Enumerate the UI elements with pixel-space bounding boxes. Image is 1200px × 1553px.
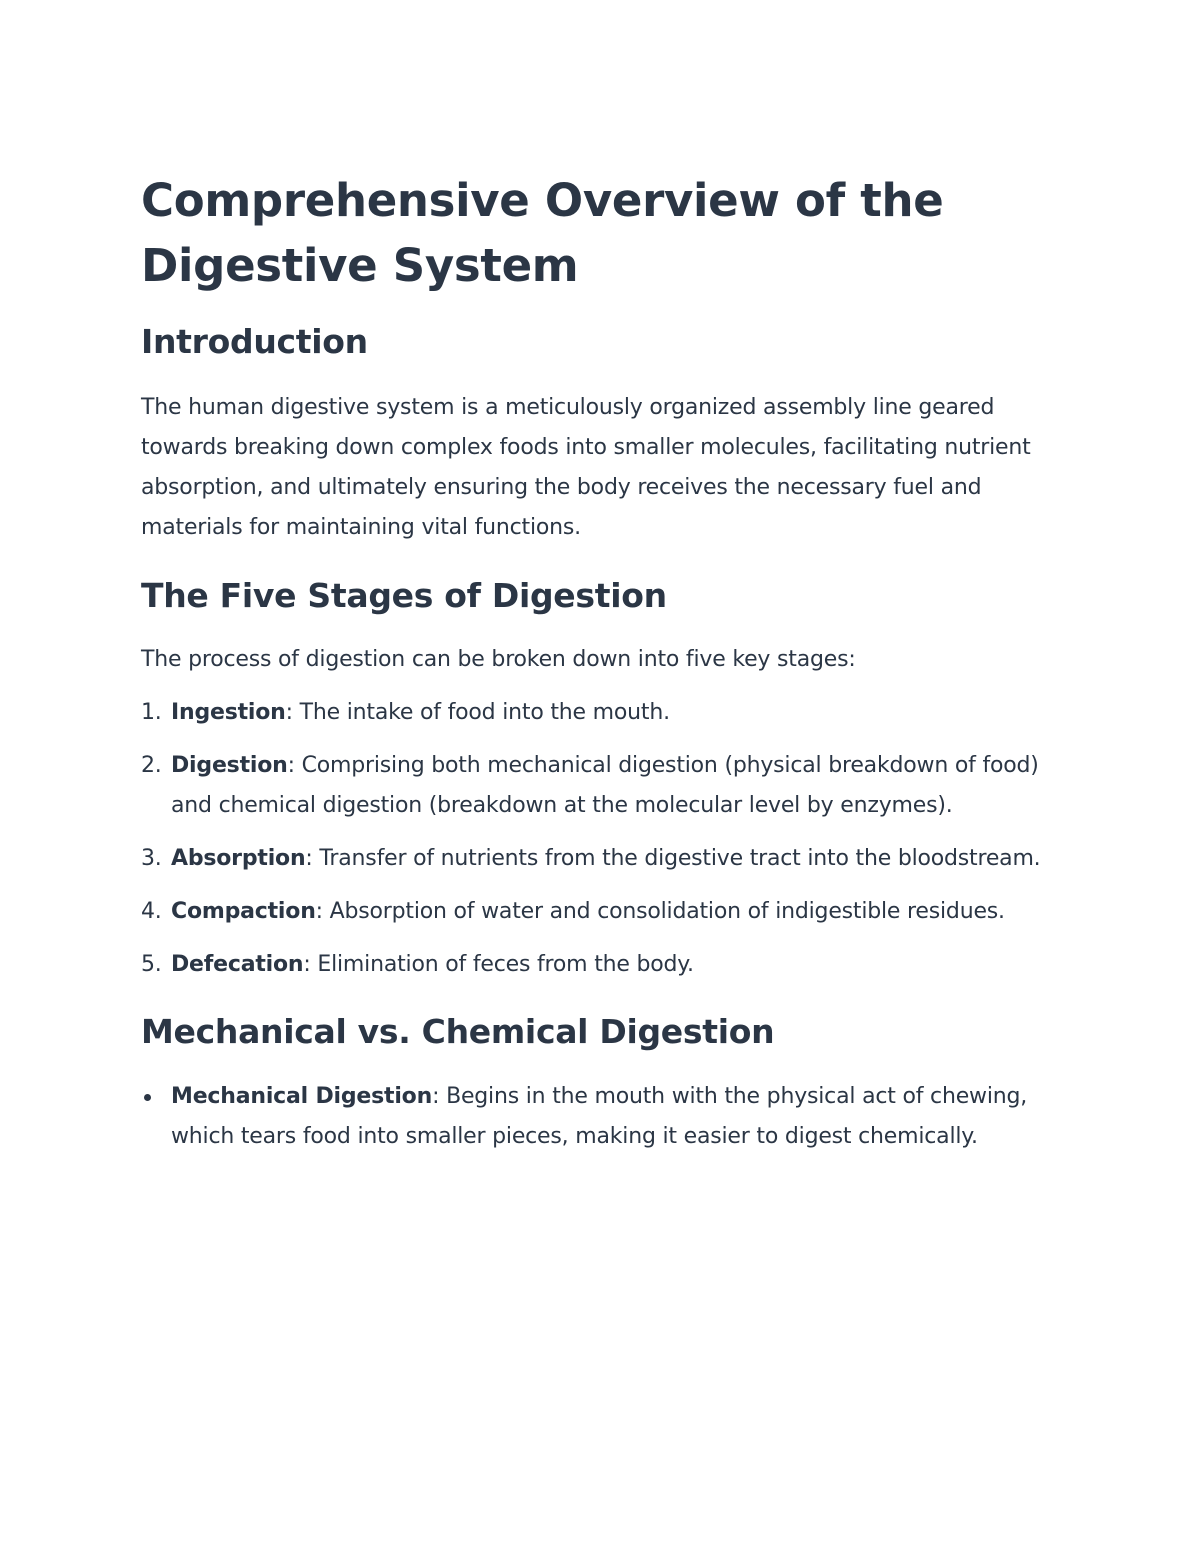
list-desc: : Transfer of nutrients from the digestive tract into the bloodstream. [305,846,1041,871]
intro-heading: Introduction [141,322,368,361]
bullet-icon [144,1094,151,1101]
list-term: Ingestion [171,700,286,725]
document-title: Comprehensive Overview of the Digestive System [141,174,944,292]
list-desc: : Elimination of feces from the body. [303,952,694,977]
list-number: 5. [141,952,162,977]
list-term: Compaction [171,899,316,924]
list-item [141,839,1056,879]
list-number: 1. [141,700,162,725]
list-desc: : Begins in the mouth with the physical act of chewing, which tears food into smaller pieces, making it easier to digest chemically. [171,1084,1028,1149]
list-item [141,693,1056,733]
stages-list [141,693,1056,985]
document-page [141,168,1056,1170]
stages-lead: The process of digestion can be broken down into five key stages: [141,647,856,672]
mechanical-list [141,1077,1056,1157]
stages-heading: The Five Stages of Digestion [141,576,667,615]
list-term: Mechanical Digestion [171,1084,433,1109]
list-item [141,892,1056,932]
list-number: 3. [141,846,162,871]
list-term: Digestion [171,753,288,778]
list-desc: : Comprising both mechanical digestion (physical breakdown of food) and chemical digestion (breakdown at the molecular level by enzymes). [171,753,1039,818]
list-item [141,1077,1056,1157]
mechanical-heading: Mechanical vs. Chemical Digestion [141,1012,775,1051]
list-desc: : The intake of food into the mouth. [285,700,670,725]
list-item [141,746,1056,826]
list-desc: : Absorption of water and consolidation of indigestible residues. [315,899,1005,924]
list-number: 2. [141,753,162,778]
intro-paragraph: The human digestive system is a meticulously organized assembly line geared towards breaking down complex foods into smaller molecules, facilitating nutrient absorption, and ultimately ensuring the body receives the necessary fuel and materials for maintaining vital functions. [141,395,1031,540]
list-term: Defecation [171,952,304,977]
list-number: 4. [141,899,162,924]
list-term: Absorption [171,846,306,871]
list-item [141,945,1056,985]
